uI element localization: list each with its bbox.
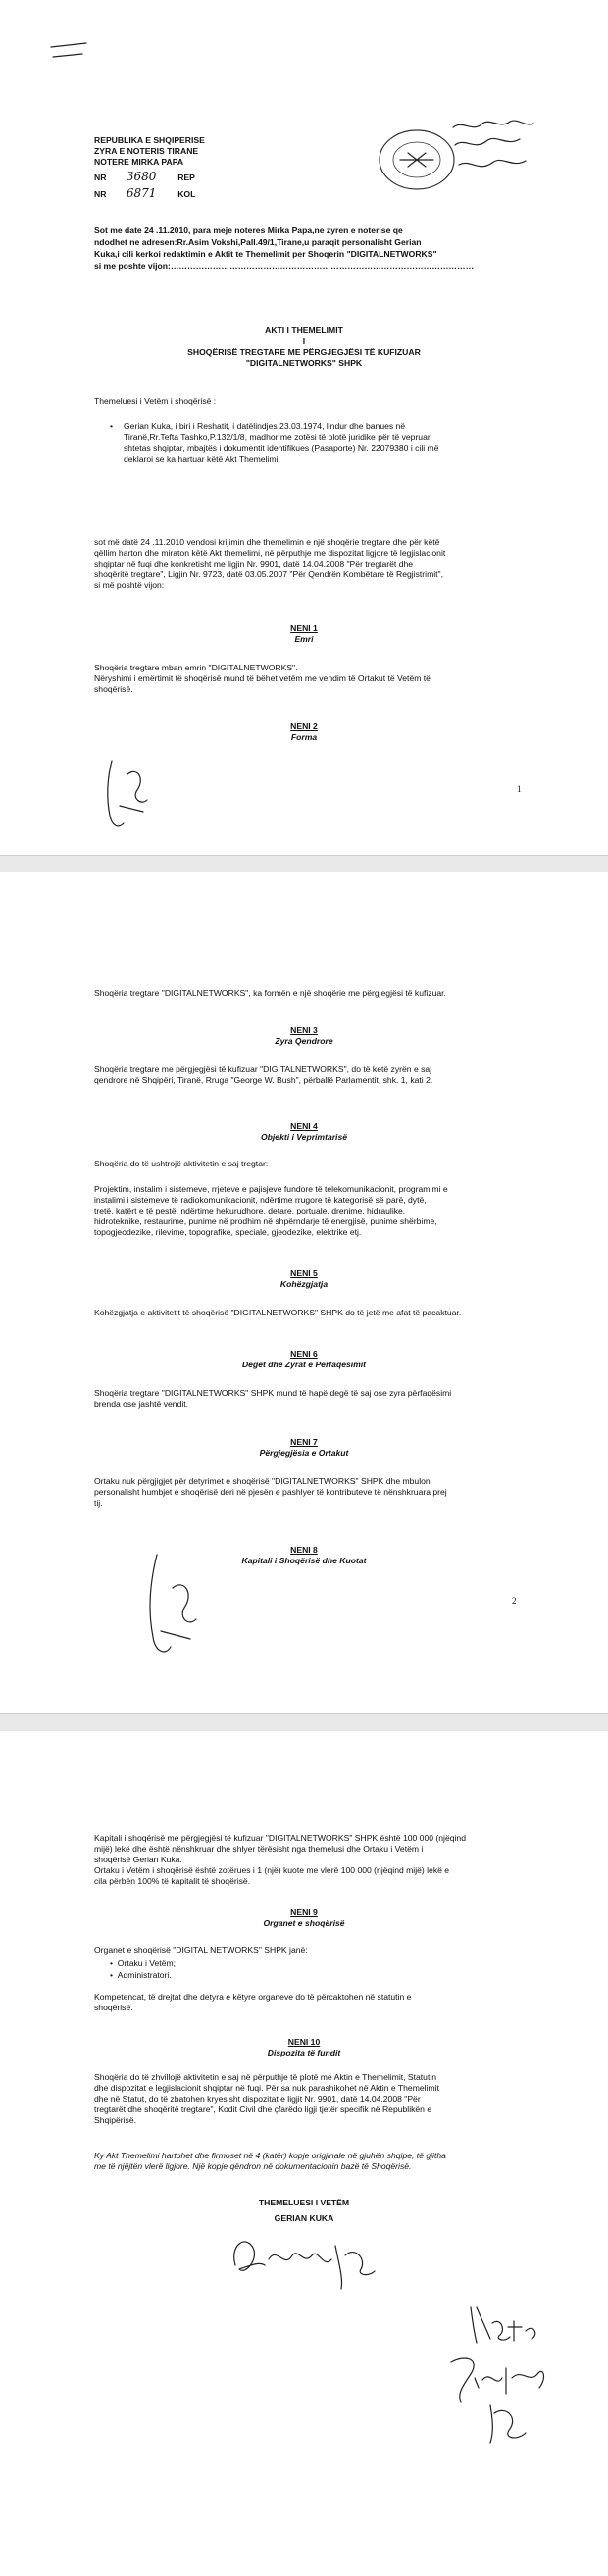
decision-line-1: sot më datë 24 .11.2010 vendosi krijimin dhe themelimin e një shoqërie tregtare dhe për këtë	[94, 537, 440, 547]
page-number: 1	[517, 784, 522, 794]
neni4-line-1: Projektim, instalim i sistemeve, rrjeteve e pajisjeve fundore të telekomunikacionit, programimi e	[94, 1184, 448, 1194]
neni10-line-3: dhe në Statut, do të zbatohen kryesisht dispozitat e ligjit Nr. 9901, datë 14.04.2008 "Për	[94, 2094, 421, 2104]
capital-line-4: Ortaku i Vetëm i shoqërisë është zotërues i 1 (një) kuote me vlerë 100 000 (njëqind mijë) lekë e	[94, 1865, 450, 1875]
neni10-number: NENI 10	[287, 2037, 321, 2047]
founder-initials-signature	[98, 757, 157, 835]
intro-line-3: Kuka,i cili kerkoi redaktimin e Aktit te Themelimit per Shoqerin "DIGITALNETWORKS"	[94, 249, 437, 259]
founder-line-4: deklaroi se ka hartuar këtë Akt Themelimi.	[124, 454, 280, 464]
intro-line-1: Sot me date 24 .11.2010, para meje noteres Mirka Papa,ne zyren e noterise qe	[94, 225, 403, 235]
signature-name: GERIAN KUKA	[274, 2213, 334, 2223]
page-number: 2	[512, 1596, 517, 1606]
header-nr-rep	[94, 172, 195, 183]
founder-line-2: Tiranë,Rr.Tefta Tashko,P.132/1/8, madhor me zotësi të plotë juridike për të vepruar,	[124, 432, 432, 442]
forma-line: Shoqëria tregtare "DIGITALNETWORKS", ka formën e një shoqërie me përgjegjësi të kufizuar.	[94, 988, 446, 998]
kol-label: KOL	[177, 189, 196, 199]
neni2-title: Forma	[290, 732, 318, 742]
neni6-number: NENI 6	[290, 1349, 318, 1359]
neni4-title: Objekti i Veprimtarisë	[260, 1132, 348, 1142]
header-notary: NOTERE MIRKA PAPA	[94, 157, 184, 167]
neni4-number: NENI 4	[290, 1121, 318, 1131]
notary-stamp	[373, 125, 461, 194]
neni9-title: Organet e shoqërisë	[263, 1918, 345, 1928]
capital-line-2: mijë) lekë dhe është nënshkruar dhe shlyer tërësisht nga themelusi dhe Ortaku i Vetëm i	[94, 1844, 424, 1854]
corner-scribble	[49, 37, 88, 67]
neni7-title: Përgjegjësia e Ortakut	[259, 1448, 349, 1458]
document-page-1	[0, 0, 608, 855]
capital-line-3: shoqërisë Gerian Kuka.	[94, 1855, 182, 1864]
neni7-line-2: personalisht humbjet e shoqërisë deri në pjesën e pashlyer të kontributeve të nënshkruara prej	[94, 1487, 447, 1497]
decision-line-5: si më poshtë vijon:	[94, 580, 165, 590]
closing-line-2: me të njëjtën vlerë ligjore. Një kopje qëndron në dokumentacionin bazë të Shoqërisë.	[94, 2161, 412, 2171]
neni9-line-1: Kompetencat, të drejtat dhe detyra e këtyre organeve do të përcaktohen në statutin e	[94, 1992, 412, 2002]
title-line-1: AKTI I THEMELIMIT	[265, 325, 343, 335]
neni9-bullet-2	[110, 1970, 172, 1981]
neni3-line-1: Shoqëria tregtare me përgjegjësi të kufizuar "DIGITALNETWORKS", do të ketë zyrën e saj	[94, 1065, 432, 1074]
neni5-title: Kohëzgjatja	[279, 1279, 329, 1289]
neni8-number: NENI 8	[290, 1545, 318, 1555]
decision-line-4: shoqëritë tregtare", Ligjin Nr. 9723, datë 03.05.2007 "Për Qendrën Kombëtare të Regjistrimit",	[94, 570, 443, 579]
neni1-line-3: shoqërisë.	[94, 684, 133, 694]
neni5-number: NENI 5	[290, 1268, 318, 1278]
rep-label: REP	[177, 173, 195, 182]
neni10-line-2: dhe dispozitat e legjislacionit shqiptar në fuqi. Për sa nuk parashikohet në Aktin e Themelimit	[94, 2083, 439, 2093]
decision-line-2: qëllim harton dhe miraton këtë Akt themelimi, në përputhje me dispozitat ligjore të legjislacionit	[94, 548, 446, 558]
document-page-3	[0, 1731, 608, 2576]
bullet-dot: •	[110, 421, 114, 431]
neni9-bullet-1	[110, 1958, 176, 1969]
closing-line-1: Ky Akt Themelimi hartohet dhe firmoset në 4 (katër) kopje origjinale në gjuhën shqipe, të gjitha	[94, 2151, 446, 2160]
page-separator	[0, 855, 608, 874]
intro-line-4: si me poshte vijon:………………………………………………………………………………………………	[94, 261, 475, 271]
capital-line-5: cila përbën 100% të kapitalit të shoqërisë.	[94, 1876, 251, 1886]
neni9-line-2: shoqërisë.	[94, 2003, 133, 2012]
nr-label: NR	[94, 189, 107, 199]
founder-text: Gerian Kuka, i biri i Reshatit, i datëlindjes 23.03.1974, lindur dhe banues në	[124, 421, 406, 431]
neni5-line: Kohëzgjatja e aktivitetit të shoqërisë "DIGITALNETWORKS" SHPK do të jetë me afat të pacaktuar.	[94, 1308, 462, 1317]
neni10-line-1: Shoqëria do të zhvillojë aktivitetin e saj në përputhje të plotë me Aktin e Themelimit, Statutin	[94, 2072, 437, 2082]
neni3-title: Zyra Qendrore	[275, 1036, 333, 1046]
intro-line-2: ndodhet ne adresen:Rr.Asim Vokshi,Pall.49/1,Tirane,u paraqit personalisht Gerian	[94, 237, 422, 247]
founder-heading: Themeluesi i Vetëm i shoqërisë :	[94, 396, 217, 406]
neni2-number: NENI 2	[290, 721, 318, 731]
document-page-2	[0, 872, 608, 1713]
stamp-handwriting	[449, 116, 537, 184]
neni9-item: Administratori.	[117, 1970, 172, 1980]
neni9-intro: Organet e shoqërisë "DIGITAL NETWORKS" SHPK janë:	[94, 1945, 308, 1955]
neni6-line-2: brenda ose jashtë vendit.	[94, 1399, 189, 1409]
neni9-item: Ortaku i Vetëm;	[117, 1958, 177, 1968]
signature-heading: THEMELUESI I VETËM	[258, 2198, 350, 2207]
neni4-intro: Shoqëria do të ushtrojë aktivitetin e saj tregtar:	[94, 1159, 269, 1168]
title-line-4: "DIGITALNETWORKS" SHPK	[245, 358, 363, 368]
nr-rep-value: 3680	[126, 170, 157, 183]
founder-line-3: shtetas shqiptar, mbajtës i dokumentit identifikues (Pasaporte) Nr. 22079380 i cili më	[124, 443, 439, 453]
neni1-title: Emri	[294, 634, 314, 644]
neni10-line-4: tregtarët dhe shoqëritë tregtare", Kodit Civil dhe çfarëdo ligji tjetër specifik në Republikën e	[94, 2105, 432, 2114]
page-separator	[0, 1713, 608, 1733]
neni3-line-2: qendrore në Shqipëri, Tiranë, Rruga "George W. Bush", përballë Parlamentit, shk. 1, kati 2.	[94, 1075, 433, 1085]
neni3-number: NENI 3	[290, 1025, 318, 1035]
nr-label: NR	[94, 173, 107, 182]
neni1-line-2: Nëryshimi i emërtimit të shoqërisë mund të bëhet vetëm me vendim të Ortakut të Vetëm të	[94, 673, 431, 683]
title-line-3: SHOQËRISË TREGTARE ME PËRGJEGJËSI TË KUFIZUAR	[187, 347, 421, 357]
notary-signature	[431, 2300, 559, 2447]
neni7-number: NENI 7	[290, 1437, 318, 1447]
founder-initials-signature	[137, 1549, 206, 1666]
neni6-line-1: Shoqëria tregtare "DIGITALNETWORKS" SHPK mund të hapë degë të saj ose zyra përfaqësimi	[94, 1388, 452, 1398]
bullet-dot: •	[110, 1958, 118, 1968]
neni4-line-3: tretë, katërt e të pestë, ndërtime hekurudhore, detare, portuale, drenime, hidraulike,	[94, 1206, 406, 1215]
title-line-2: I	[302, 336, 306, 346]
neni9-number: NENI 9	[290, 1907, 318, 1917]
capital-line-1: Kapitali i shoqërisë me përgjegjësi të kufizuar "DIGITALNETWORKS" SHPK është 100 000 (njëqind	[94, 1833, 466, 1843]
neni8-title: Kapitali i Shoqërisë dhe Kuotat	[241, 1556, 367, 1565]
header-nr-kol	[94, 188, 195, 200]
neni7-line-1: Ortaku nuk përgjigjet për detyrimet e shoqërisë "DIGITALNETWORKS" SHPK dhe mbulon	[94, 1476, 431, 1486]
neni7-line-3: tij.	[94, 1498, 103, 1508]
neni4-line-5: topogjeodezike, rilevime, topografike, speciale, gjeodezike, elektrike etj.	[94, 1227, 362, 1237]
decision-line-3: shqiptar në fuqi dhe konkretisht me ligjin Nr. 9901, datë 14.04.2008 "Për tregtarët dhe	[94, 559, 414, 569]
founder-line-1	[124, 421, 511, 432]
neni10-title: Dispozita të fundit	[267, 2048, 341, 2057]
header-office: ZYRA E NOTERIS TIRANE	[94, 146, 199, 156]
neni6-title: Degët dhe Zyrat e Përfaqësimit	[241, 1360, 367, 1369]
bullet-dot: •	[110, 1970, 118, 1980]
neni4-line-2: instalimi i sistemeve të radiokomunikacionit, ndërtime rrugore të kategorisë së parë, dytë,	[94, 1195, 427, 1205]
neni4-line-4: hidroteknike, restaurime, punime në prodhim në shpërndarje të energjisë, punime shërbime,	[94, 1216, 437, 1226]
neni10-line-5: Shqipërisë.	[94, 2115, 136, 2125]
founder-signature	[226, 2226, 382, 2295]
neni1-line-1: Shoqëria tregtare mban emrin "DIGITALNETWORKS".	[94, 663, 298, 672]
header-republic: REPUBLIKA E SHQIPERISE	[94, 135, 205, 145]
nr-kol-value: 6871	[126, 186, 157, 200]
neni1-number: NENI 1	[290, 623, 318, 633]
